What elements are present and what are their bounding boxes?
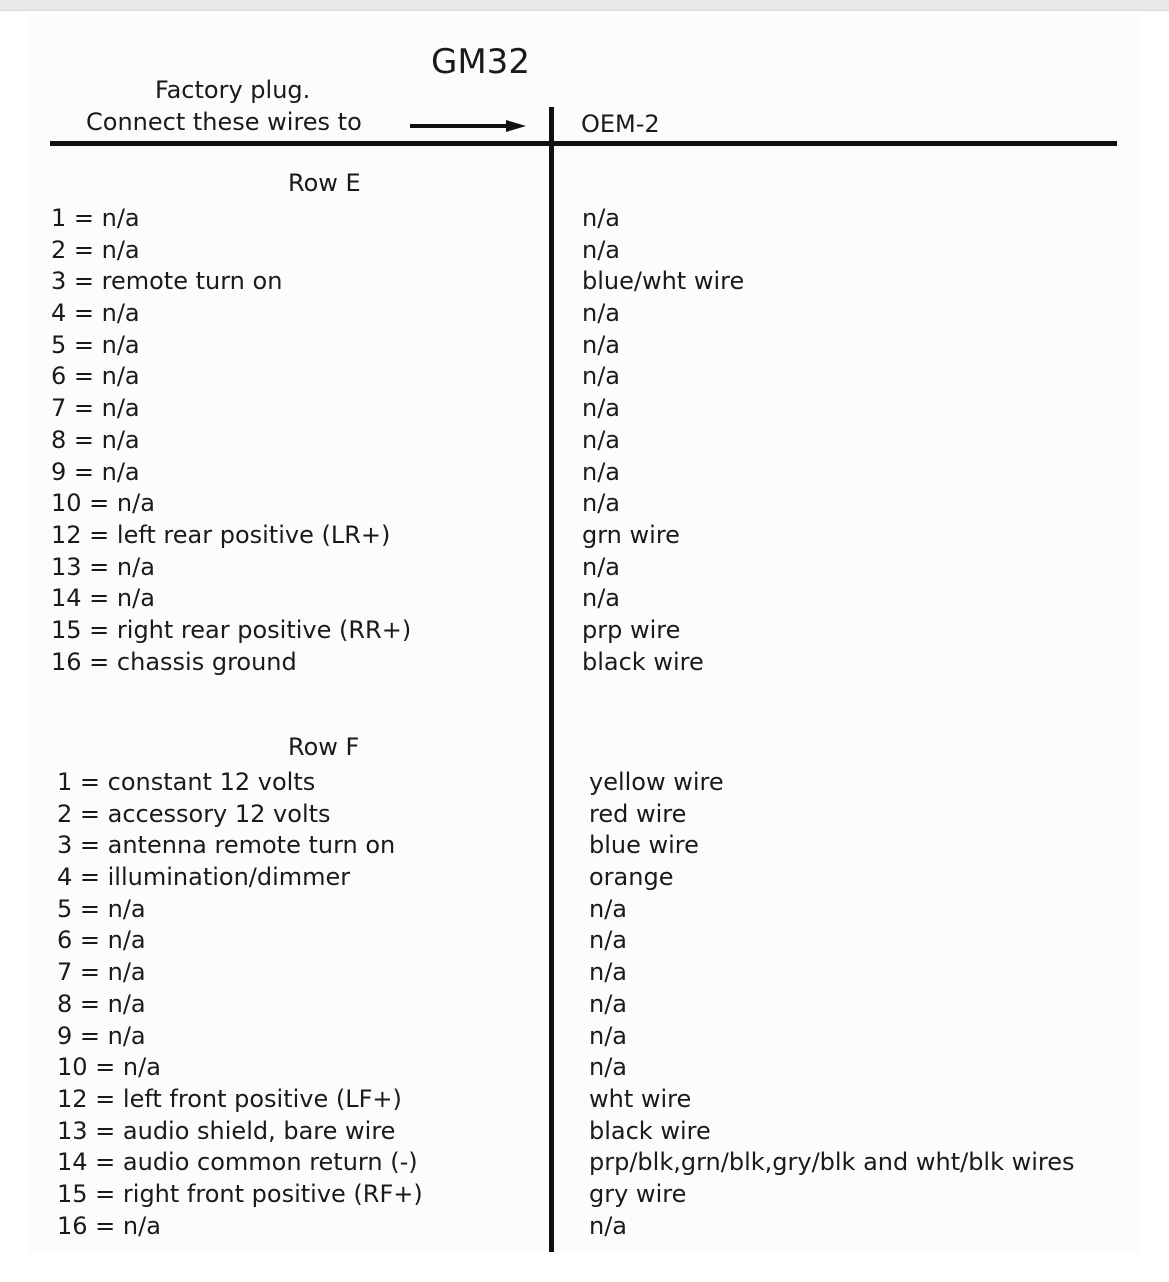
wire-color: n/a <box>589 958 628 987</box>
pin-row <box>0 425 1169 457</box>
wire-color: n/a <box>589 894 628 923</box>
wire-color: n/a <box>582 489 621 518</box>
pin-row <box>0 457 1169 489</box>
connect-wires-heading: Connect these wires to <box>86 108 362 136</box>
wire-color: n/a <box>582 584 621 613</box>
wire-color: n/a <box>582 330 621 359</box>
pin-description: 14 = n/a <box>51 584 155 613</box>
pin-description: 12 = left front positive (LF+) <box>57 1084 402 1113</box>
row-f-pin-list <box>0 767 1169 1242</box>
pin-description: 5 = n/a <box>57 894 146 923</box>
wire-color: n/a <box>582 362 621 391</box>
pin-row <box>0 957 1169 989</box>
pin-row <box>0 488 1169 520</box>
pin-description: 7 = n/a <box>57 958 146 987</box>
wire-color: red wire <box>589 799 687 828</box>
wire-color: wht wire <box>589 1084 692 1113</box>
row-f-title: Row F <box>288 733 360 761</box>
wire-color: black wire <box>589 1116 711 1145</box>
pin-description: 13 = audio shield, bare wire <box>57 1116 396 1145</box>
pin-row <box>0 767 1169 799</box>
wire-color: n/a <box>589 1053 628 1082</box>
wire-color: blue/wht wire <box>582 267 745 296</box>
pin-row <box>0 799 1169 831</box>
pin-row <box>0 615 1169 647</box>
pin-description: 1 = n/a <box>51 204 140 232</box>
pin-row <box>0 583 1169 615</box>
pin-row <box>0 894 1169 926</box>
pin-description: 3 = remote turn on <box>51 267 283 296</box>
wire-color: black wire <box>582 647 704 676</box>
pin-row <box>0 203 1169 235</box>
pin-description: 7 = n/a <box>51 394 140 423</box>
wire-color: n/a <box>589 989 628 1018</box>
pin-row <box>0 330 1169 362</box>
pin-row <box>0 361 1169 393</box>
pin-row <box>0 925 1169 957</box>
pin-row <box>0 393 1169 425</box>
wire-color: prp/blk,grn/blk,gry/blk and wht/blk wires <box>589 1148 1075 1177</box>
pin-row <box>0 989 1169 1021</box>
wire-color: grn wire <box>582 520 680 549</box>
wire-color: prp wire <box>582 615 681 644</box>
pin-description: 3 = antenna remote turn on <box>57 831 396 860</box>
pin-row <box>0 1021 1169 1053</box>
header-divider-horizontal <box>50 141 1117 146</box>
wire-color: n/a <box>582 425 621 454</box>
wire-color: n/a <box>582 299 621 328</box>
pin-description: 14 = audio common return (-) <box>57 1148 418 1177</box>
pin-description: 13 = n/a <box>51 552 155 581</box>
pin-description: 12 = left rear positive (LR+) <box>51 520 391 549</box>
pin-row <box>0 1052 1169 1084</box>
wire-color: n/a <box>589 926 628 955</box>
pin-description: 6 = n/a <box>57 926 146 955</box>
pin-row <box>0 1211 1169 1243</box>
pin-row <box>0 647 1169 679</box>
pin-description: 2 = n/a <box>51 235 140 264</box>
pin-row <box>0 298 1169 330</box>
wire-color: n/a <box>582 552 621 581</box>
pin-description: 2 = accessory 12 volts <box>57 799 331 828</box>
pin-row <box>0 862 1169 894</box>
pin-description: 4 = illumination/dimmer <box>57 863 351 892</box>
wire-color: blue wire <box>589 831 699 860</box>
row-e-title: Row E <box>288 169 361 197</box>
pin-description: 16 = n/a <box>57 1211 161 1240</box>
pin-row <box>0 1116 1169 1148</box>
pin-description: 4 = n/a <box>51 299 140 328</box>
pin-row <box>0 552 1169 584</box>
wire-color: orange <box>589 863 674 892</box>
pin-row <box>0 266 1169 298</box>
pin-row <box>0 1147 1169 1179</box>
pin-description: 6 = n/a <box>51 362 140 391</box>
pin-description: 15 = right rear positive (RR+) <box>51 615 412 644</box>
pin-row <box>0 1084 1169 1116</box>
row-e-pin-list <box>0 203 1169 678</box>
factory-plug-heading: Factory plug. <box>155 76 311 104</box>
pin-row <box>0 235 1169 267</box>
pin-description: 15 = right front positive (RF+) <box>57 1179 423 1208</box>
wire-color: n/a <box>582 394 621 423</box>
pin-description: 8 = n/a <box>57 989 146 1018</box>
pin-description: 10 = n/a <box>51 489 155 518</box>
pin-description: 1 = constant 12 volts <box>57 768 316 796</box>
window-top-bar <box>0 0 1169 11</box>
wire-color: n/a <box>582 235 621 264</box>
pin-row <box>0 1179 1169 1211</box>
wire-color: n/a <box>582 457 621 486</box>
pin-description: 10 = n/a <box>57 1053 161 1082</box>
page-title: GM32 <box>431 42 530 82</box>
pin-description: 8 = n/a <box>51 425 140 454</box>
wire-color: n/a <box>589 1021 628 1050</box>
pin-description: 16 = chassis ground <box>51 647 297 676</box>
pin-row <box>0 830 1169 862</box>
wire-color: yellow wire <box>589 768 724 796</box>
wire-color: n/a <box>582 204 621 232</box>
pin-row <box>0 520 1169 552</box>
oem-heading: OEM-2 <box>581 110 660 138</box>
wire-color: gry wire <box>589 1179 687 1208</box>
arrow-right-icon <box>410 119 526 133</box>
pin-description: 5 = n/a <box>51 330 140 359</box>
wire-color: n/a <box>589 1211 628 1240</box>
pin-description: 9 = n/a <box>51 457 140 486</box>
pin-description: 9 = n/a <box>57 1021 146 1050</box>
